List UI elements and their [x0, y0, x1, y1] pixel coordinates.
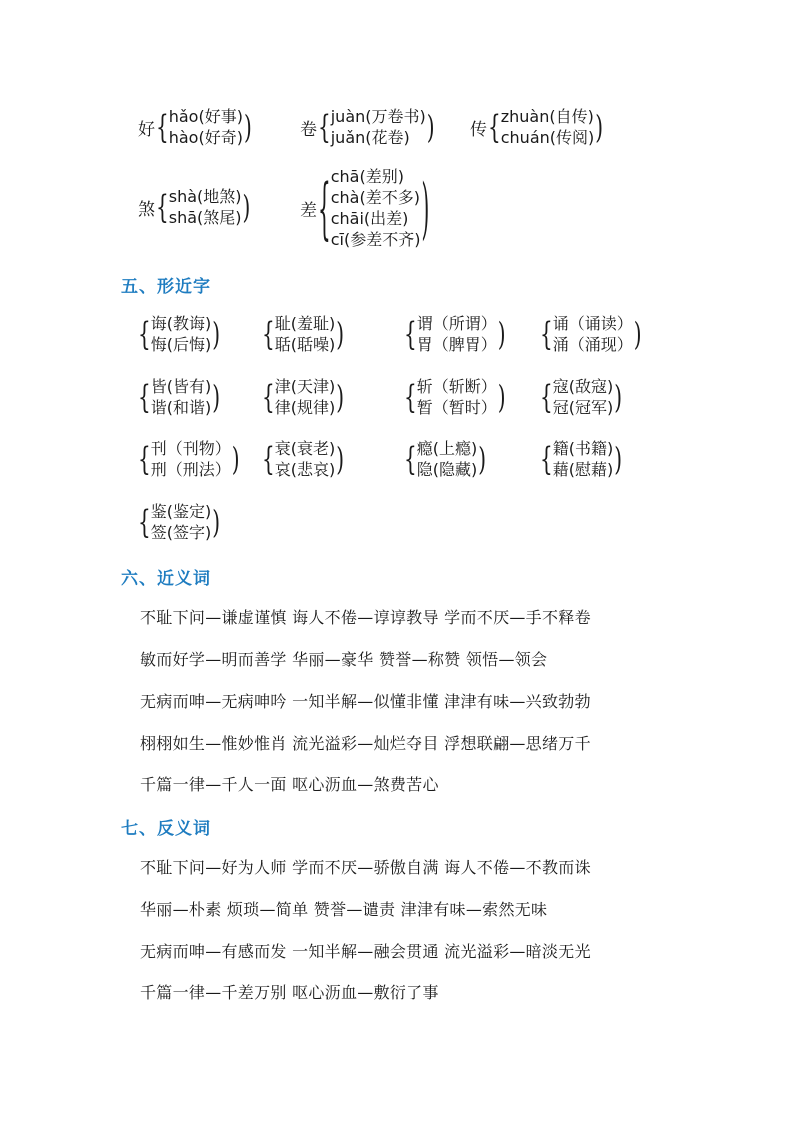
similar-pair — [404, 313, 506, 355]
polyphone-hao — [138, 106, 252, 148]
pair-line: 鉴(鉴定) — [150, 502, 212, 521]
pair-line: 悔(后悔) — [150, 335, 212, 354]
brace-open: { — [540, 439, 553, 479]
brace-open: { — [138, 502, 151, 542]
similar-pair — [540, 376, 622, 418]
section-title-antonyms: 七、反义词 — [121, 819, 211, 839]
reading-line: juàn(万卷书) — [330, 107, 426, 126]
brace-open: { — [138, 439, 151, 479]
brace-close: ) — [243, 107, 252, 147]
brace-open: { — [156, 107, 169, 147]
brace-close: ) — [614, 439, 623, 479]
pair-line: 耻(羞耻) — [274, 314, 336, 333]
similar-pair — [262, 376, 344, 418]
brace-open: { — [262, 314, 275, 354]
similar-pair — [262, 313, 344, 355]
pair-line: 藉(慰藉) — [552, 460, 614, 479]
brace-open: { — [540, 377, 553, 417]
brace-close: ) — [595, 107, 604, 147]
pair-line: 籍(书籍) — [552, 439, 614, 458]
synonym-line: 不耻下问—谦虚谨慎 诲人不倦—谆谆教导 学而不厌—手不释卷 — [140, 608, 591, 627]
pair-line: 胃（脾胃） — [416, 335, 497, 354]
polyphone-char: 煞 — [138, 199, 155, 220]
pair-line: 律(规律) — [274, 398, 336, 417]
similar-pair — [540, 313, 642, 355]
polyphone-char: 差 — [300, 200, 317, 221]
pair-line: 隐(隐藏) — [416, 460, 478, 479]
similar-pair — [138, 376, 220, 418]
pair-line: 暂（暂时） — [416, 398, 497, 417]
antonym-line: 不耻下问—好为人师 学而不厌—骄傲自满 诲人不倦—不教而诛 — [140, 858, 591, 877]
brace-close: ) — [212, 377, 221, 417]
pair-line: 皆(皆有) — [150, 377, 212, 396]
reading-line: zhuàn(自传) — [500, 107, 594, 126]
brace-close: ) — [212, 314, 221, 354]
reading-line: hào(好奇) — [168, 128, 243, 147]
pair-line: 寇(敌寇) — [552, 377, 614, 396]
pair-line: 瘾(上瘾) — [416, 439, 478, 458]
similar-pair — [138, 313, 220, 355]
brace-close: ) — [336, 314, 345, 354]
antonym-line: 华丽—朴素 烦琐—简单 赞誉—谴责 津津有味—索然无味 — [140, 900, 548, 919]
brace-open: { — [138, 377, 151, 417]
brace-open: { — [156, 187, 169, 227]
reading-line: shà(地煞) — [168, 187, 242, 206]
polyphone-char: 传 — [470, 119, 487, 140]
polyphone-sha — [138, 186, 250, 228]
reading-line: hǎo(好事) — [168, 107, 243, 126]
brace-close: ) — [426, 107, 435, 147]
reading-line: juǎn(花卷) — [330, 128, 410, 147]
reading-line: shā(煞尾) — [168, 208, 242, 227]
similar-pair — [404, 438, 486, 480]
pair-line: 冠(冠军) — [552, 398, 614, 417]
pair-line: 斩（斩断） — [416, 377, 497, 396]
brace-open: { — [262, 377, 275, 417]
pair-line: 谐(和谐) — [150, 398, 212, 417]
pair-line: 刊（刊物） — [150, 439, 231, 458]
brace-open: { — [540, 314, 553, 354]
brace-close: ) — [336, 377, 345, 417]
pair-line: 津(天津) — [274, 377, 336, 396]
reading-line: chā(差别) — [330, 167, 404, 186]
similar-pair — [138, 501, 220, 543]
section-title-synonyms: 六、近义词 — [121, 569, 211, 589]
brace-close: ) — [231, 439, 240, 479]
brace-open: { — [404, 314, 417, 354]
brace-close: ) — [497, 377, 506, 417]
pair-line: 诵（诵读） — [552, 314, 633, 333]
synonym-line: 敏而好学—明而善学 华丽—豪华 赞誉—称赞 领悟—领会 — [140, 650, 548, 669]
brace-open: { — [262, 439, 275, 479]
polyphone-zhuan — [470, 106, 603, 148]
reading-line: chāi(出差) — [330, 209, 409, 228]
similar-pair — [262, 438, 344, 480]
pair-line: 聒(聒噪) — [274, 335, 336, 354]
brace-open: { — [404, 439, 417, 479]
brace-close: ) — [421, 168, 430, 248]
brace-open: { — [404, 377, 417, 417]
synonym-line: 栩栩如生—惟妙惟肖 流光溢彩—灿烂夺目 浮想联翩—思绪万千 — [140, 734, 591, 753]
polyphone-juan — [300, 106, 435, 148]
reading-line: chà(差不多) — [330, 188, 420, 207]
similar-pair — [138, 438, 240, 480]
reading-line: chuán(传阅) — [500, 128, 595, 147]
synonym-line: 无病而呻—无病呻吟 一知半解—似懂非懂 津津有味—兴致勃勃 — [140, 692, 591, 711]
brace-open: { — [318, 168, 331, 248]
brace-close: ) — [212, 502, 221, 542]
synonym-line: 千篇一律—千人一面 呕心沥血—煞费苦心 — [140, 775, 439, 794]
pair-line: 诲(教诲) — [150, 314, 212, 333]
pair-line: 刑（刑法） — [150, 460, 231, 479]
polyphone-cha — [300, 166, 429, 250]
brace-open: { — [138, 314, 151, 354]
brace-close: ) — [633, 314, 642, 354]
section-title-similar-chars: 五、形近字 — [121, 277, 211, 297]
antonym-line: 千篇一律—千差万别 呕心沥血—敷衍了事 — [140, 983, 439, 1002]
brace-open: { — [318, 107, 331, 147]
brace-open: { — [488, 107, 501, 147]
brace-close: ) — [242, 187, 251, 227]
similar-pair — [404, 376, 506, 418]
brace-close: ) — [497, 314, 506, 354]
pair-line: 哀(悲哀) — [274, 460, 336, 479]
reading-line: cī(参差不齐) — [330, 230, 421, 249]
antonym-line: 无病而呻—有感而发 一知半解—融会贯通 流光溢彩—暗淡无光 — [140, 942, 591, 961]
polyphone-char: 好 — [138, 119, 155, 140]
pair-line: 衰(衰老) — [274, 439, 336, 458]
brace-close: ) — [336, 439, 345, 479]
pair-line: 谓（所谓） — [416, 314, 497, 333]
brace-close: ) — [478, 439, 487, 479]
pair-line: 涌（涌现） — [552, 335, 633, 354]
brace-close: ) — [614, 377, 623, 417]
polyphone-char: 卷 — [300, 119, 317, 140]
similar-pair — [540, 438, 622, 480]
pair-line: 签(签字) — [150, 523, 212, 542]
